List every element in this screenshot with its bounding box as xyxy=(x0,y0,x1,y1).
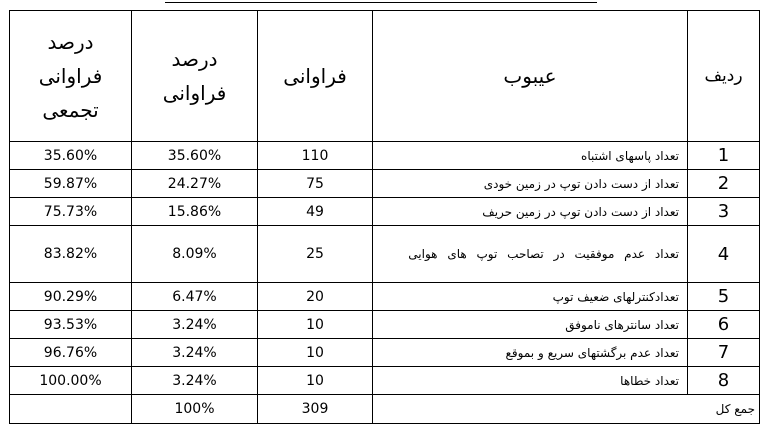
row-cumulative: 59.87% xyxy=(10,170,132,198)
table-row xyxy=(10,198,760,226)
total-row xyxy=(10,395,760,424)
row-defect: تعداد عدم موفقیت در تصاحب توپ های هوایی xyxy=(373,226,688,283)
row-cumulative: 75.73% xyxy=(10,198,132,226)
row-frequency: 10 xyxy=(258,339,373,367)
row-index: 6 xyxy=(688,311,760,339)
table-row xyxy=(10,339,760,367)
total-label: جمع کل xyxy=(373,395,760,424)
row-frequency: 110 xyxy=(258,142,373,170)
header-frequency: فراوانی xyxy=(258,11,373,142)
row-percent: 8.09% xyxy=(132,226,258,283)
row-defect: تعداد پاسهای اشتباه xyxy=(373,142,688,170)
header-percent-line1: درصد xyxy=(171,47,218,71)
total-frequency: 309 xyxy=(258,395,373,424)
row-frequency: 10 xyxy=(258,311,373,339)
row-defect: تعداد از دست دادن توپ در زمین حریف xyxy=(373,198,688,226)
total-cumulative xyxy=(10,395,132,424)
table-row xyxy=(10,170,760,198)
row-percent: 3.24% xyxy=(132,339,258,367)
row-cumulative: 96.76% xyxy=(10,339,132,367)
row-index: 8 xyxy=(688,367,760,395)
header-percent-line2: فراوانی xyxy=(162,81,227,105)
row-index: 5 xyxy=(688,283,760,311)
row-defect: تعداد سانترهای ناموفق xyxy=(373,311,688,339)
defects-table xyxy=(9,10,760,424)
row-index: 7 xyxy=(688,339,760,367)
table-row xyxy=(10,311,760,339)
top-rule xyxy=(165,2,597,3)
row-cumulative: 100.00% xyxy=(10,367,132,395)
header-cumulative-line2: فراوانی xyxy=(38,64,103,88)
header-cumulative-line1: درصد xyxy=(47,30,94,54)
row-frequency: 49 xyxy=(258,198,373,226)
row-cumulative: 90.29% xyxy=(10,283,132,311)
row-percent: 24.27% xyxy=(132,170,258,198)
row-cumulative: 35.60% xyxy=(10,142,132,170)
row-frequency: 10 xyxy=(258,367,373,395)
row-frequency: 25 xyxy=(258,226,373,283)
table-row xyxy=(10,367,760,395)
total-percent: 100% xyxy=(132,395,258,424)
row-index: 2 xyxy=(688,170,760,198)
row-index: 1 xyxy=(688,142,760,170)
row-index: 4 xyxy=(688,226,760,283)
row-cumulative: 83.82% xyxy=(10,226,132,283)
row-defect: تعداد از دست دادن توپ در زمین خودی xyxy=(373,170,688,198)
row-percent: 3.24% xyxy=(132,311,258,339)
table-row xyxy=(10,226,760,283)
header-cumulative-line3: تجمعی xyxy=(42,98,99,122)
row-defect: تعدادکنترلهای ضعیف توپ xyxy=(373,283,688,311)
row-percent: 35.60% xyxy=(132,142,258,170)
header-row xyxy=(10,11,760,142)
header-percent xyxy=(132,11,258,142)
row-defect: تعداد خطاها xyxy=(373,367,688,395)
table-row xyxy=(10,142,760,170)
header-cumulative xyxy=(10,11,132,142)
row-index: 3 xyxy=(688,198,760,226)
row-defect: تعداد عدم برگشتهای سریع و بموقع xyxy=(373,339,688,367)
row-frequency: 75 xyxy=(258,170,373,198)
row-frequency: 20 xyxy=(258,283,373,311)
row-percent: 15.86% xyxy=(132,198,258,226)
table-row xyxy=(10,283,760,311)
row-percent: 3.24% xyxy=(132,367,258,395)
row-cumulative: 93.53% xyxy=(10,311,132,339)
header-index: ردیف xyxy=(688,11,760,142)
header-defect: عیبوب xyxy=(373,11,688,142)
row-percent: 6.47% xyxy=(132,283,258,311)
